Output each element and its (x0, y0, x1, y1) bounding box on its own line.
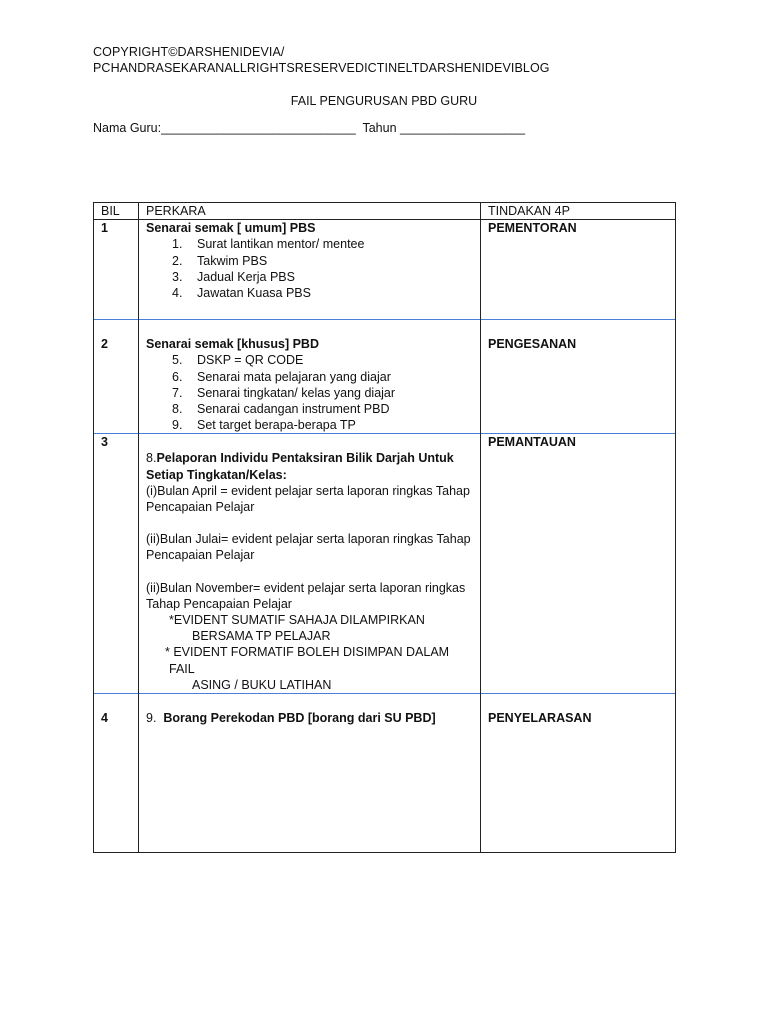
tahun-field: Tahun __________________ (362, 121, 526, 135)
note-sumatif-line-2: BERSAMA TP PELAJAR (192, 629, 331, 644)
note-sumatif-line-1: *EVIDENT SUMATIF SAHAJA DILAMPIRKAN (169, 613, 425, 628)
row-tindakan: PEMENTORAN (481, 220, 676, 320)
list-item: 3. Jadual Kerja PBS (172, 269, 295, 284)
row-heading: Pelaporan Individu Pentaksiran Bilik Darjah Untuk Setiap Tingkatan/Kelas: (146, 451, 454, 482)
list-item: 5. DSKP = QR CODE (172, 353, 304, 368)
row-perkara: 9. Borang Perekodan PBD [borang dari SU PBD] (139, 694, 481, 853)
list-item: 8. Senarai cadangan instrument PBD (172, 402, 390, 417)
column-header-tindakan: TINDAKAN 4P (481, 203, 676, 220)
table-row (94, 220, 676, 320)
document-title: FAIL PENGURUSAN PBD GURU (290, 94, 478, 108)
list-item: 6. Senarai mata pelajaran yang diajar (172, 369, 391, 384)
report-julai: (ii)Bulan Julai= evident pelajar serta laporan ringkas Tahap Pencapaian Pelajar (146, 532, 471, 563)
table-row (94, 694, 676, 853)
table-row (94, 434, 676, 694)
row-perkara: 8.Pelaporan Individu Pentaksiran Bilik Darjah Untuk Setiap Tingkatan/Kelas: (i)Bulan April = evident pelajar serta laporan ringkas Tahap Pencapaian Pelajar (ii)Bulan Julai= evident pelajar serta laporan ringkas Tahap Pencapaian Pelajar (ii)Bulan November= evident pelajar serta laporan ringkas Tahap Pencapaian Pelajar *EVIDENT SUMATIF SAHAJA DILAMPIRKAN BERSAMA TP PELAJAR * EVIDENT FORMATIF BOLEH DISIMPAN DALAM FAIL ASING / BUKU LATIHAN (139, 434, 481, 694)
table-row (94, 320, 676, 434)
report-april: (i)Bulan April = evident pelajar serta laporan ringkas Tahap Pencapaian Pelajar (146, 483, 470, 515)
row-tindakan: PENGESANAN (481, 320, 676, 434)
row-heading: Borang Perekodan PBD [borang dari SU PBD] (163, 711, 436, 726)
row-tindakan: PENYELARASAN (481, 694, 676, 853)
row-bil: 3 (94, 434, 139, 694)
report-november: (ii)Bulan November= evident pelajar serta laporan ringkas Tahap Pencapaian Pelajar (146, 580, 466, 611)
row-heading: Senarai semak [ umum] PBS (146, 221, 316, 236)
note-formatif-line-2: ASING / BUKU LATIHAN (192, 677, 332, 692)
row-tindakan: PEMANTAUAN (481, 434, 676, 694)
row-bil: 4 (94, 694, 139, 853)
teacher-year-line (93, 121, 525, 135)
nama-guru-field: Nama Guru:____________________________ (93, 121, 356, 135)
row-bil: 1 (94, 220, 139, 320)
column-header-perkara: PERKARA (139, 203, 481, 220)
list-item: 4. Jawatan Kuasa PBS (172, 286, 311, 301)
copyright-notice (93, 44, 550, 76)
list-item: 7. Senarai tingkatan/ kelas yang diajar (172, 385, 396, 400)
column-header-bil: BIL (94, 203, 139, 220)
row-perkara (139, 320, 481, 434)
table-header-row (94, 203, 676, 220)
copyright-line-2: PCHANDRASEKARANALLRIGHTSRESERVEDICTINELTDARSHENIDEVIBLOG (93, 61, 550, 75)
row-heading: Senarai semak [khusus] PBD (146, 337, 319, 352)
pbd-checklist-table (93, 202, 676, 853)
note-formatif-line-1: * EVIDENT FORMATIF BOLEH DISIMPAN DALAM FAIL (165, 645, 450, 676)
row-perkara (139, 220, 481, 320)
copyright-line-1: COPYRIGHT©DARSHENIDEVIA/ (93, 45, 285, 59)
list-item: 9. Set target berapa-berapa TP (172, 418, 356, 433)
row-bil: 2 (94, 320, 139, 434)
list-item: 2. Takwim PBS (172, 253, 268, 268)
list-item: 1. Surat lantikan mentor/ mentee (172, 237, 365, 252)
